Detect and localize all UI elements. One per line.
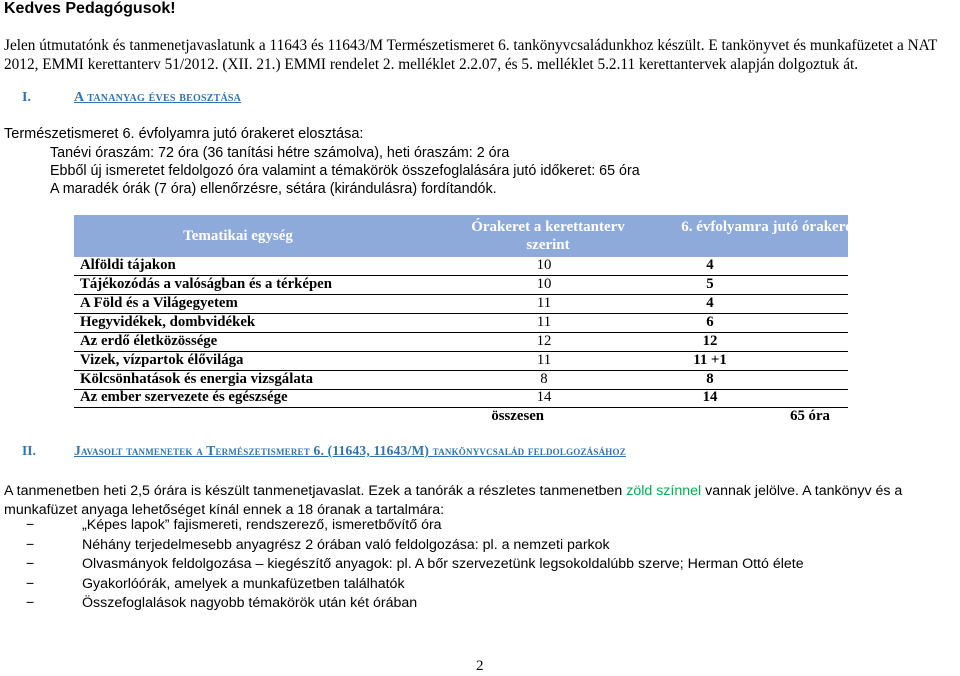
table-row (74, 256, 848, 276)
row-ker-hours: 11 (536, 295, 552, 311)
table-header (74, 215, 857, 257)
tanmenet-paragraph (4, 482, 954, 520)
table-row (74, 313, 848, 333)
list-item-text: „Képes lapok” fajismereti, rendszerező, ismeretbővítő óra (82, 517, 442, 533)
row-ev-hours: 8 (706, 371, 714, 387)
row-ev-hours: 11 +1 (693, 352, 727, 368)
row-ker-hours: 8 (540, 371, 548, 387)
dash-bullet: − (26, 556, 35, 572)
row-topic: Az ember szervezete és egészsége (80, 389, 288, 405)
dash-bullet: − (26, 517, 35, 533)
list-item (4, 594, 804, 614)
distribution-line: Tanévi óraszám: 72 óra (36 tanítási hétre számolva), heti óraszám: 2 óra (50, 145, 510, 161)
row-topic: Tájékozódás a valóságban és a térképen (80, 276, 332, 292)
row-topic: A Föld és a Világegyetem (80, 295, 238, 311)
greeting-heading: Kedves Pedagógusok! (4, 0, 176, 17)
row-ev-hours: 4 (706, 295, 714, 311)
row-ev-hours: 5 (706, 276, 714, 292)
list-item-text: Olvasmányok feldolgozása – kiegészítő anyagok: pl. A bőr szervezetünk legsokoldalúbb szerve; Herman Ottó élete (82, 556, 804, 572)
list-item-text: Néhány terjedelmesebb anyagrész 2 órában való feldolgozása: pl. a nemzeti parkok (82, 536, 610, 553)
row-topic: Alföldi tájakon (80, 257, 176, 273)
total-value: 65 óra (790, 408, 830, 424)
row-ker-hours: 10 (536, 276, 552, 292)
distribution-line: Ebből új ismeretet feldolgozó óra valamint a témakörök összefoglalására jutó időkeret: 65 óra (50, 163, 640, 179)
green-highlight-text: zöld színnel (626, 483, 702, 499)
section-1-number: I. (22, 90, 31, 105)
dash-bullet: − (26, 536, 35, 553)
section-1-title: A tananyag éves beosztása (74, 90, 242, 105)
row-topic: Kölcsönhatások és energia vizsgálata (80, 371, 314, 387)
table-total-row (74, 407, 848, 426)
list-item (4, 555, 804, 575)
row-ev-hours: 4 (706, 257, 714, 273)
intro-paragraph: Jelen útmutatónk és tanmenetjavaslatunk a 11643 és 11643/M Természetismeret 6. tankönyvcsaládunkhoz készült. E tankönyvet és munkafüzetet a NAT 2012, EMMI kerettanterv 51/2012. (XII. 21.) EMMI rendelet 2. melléklet 2.2.07, és 5. melléklet 5.2.11 kerettantervek alapján dolgoztuk át. (4, 37, 938, 73)
row-ev-hours: 6 (706, 314, 714, 330)
table-row (74, 275, 848, 295)
page-number: 2 (476, 658, 484, 674)
list-item (4, 516, 804, 536)
section-1-heading (22, 90, 241, 106)
list-item (4, 575, 804, 595)
row-topic: Az erdő életközössége (80, 333, 218, 349)
table-row (74, 351, 848, 371)
paragraph-text-after: vannak jelölve. A tankönyv és a munkafüzet anyaga lehetőséget kínál ennek a 18 óranak a tartalmára: (4, 483, 903, 518)
header-kerettanterv: Órakeret a kerettanterv szerint (471, 219, 625, 253)
row-ker-hours: 12 (536, 333, 552, 349)
row-ker-hours: 11 (536, 314, 552, 330)
table-row (74, 388, 848, 408)
dash-bullet: − (26, 595, 35, 611)
section-2-number: II. (22, 443, 36, 458)
distribution-line: A maradék órák (7 óra) ellenőrzésre, sétára (kirándulásra) fordítandók. (50, 181, 497, 197)
section-2-heading (22, 443, 626, 459)
row-ker-hours: 10 (536, 257, 552, 273)
row-ev-hours: 12 (702, 333, 718, 349)
row-ev-hours: 14 (702, 389, 718, 405)
row-topic: Hegyvidékek, dombvidékek (80, 314, 256, 330)
header-evfolyam: 6. évfolyamra jutó órakeret (681, 219, 857, 235)
distribution-lines (50, 144, 640, 198)
header-topic: Tematikai egység (183, 228, 293, 244)
dash-bullet: − (26, 575, 35, 592)
distribution-title: Természetismeret 6. évfolyamra jutó órakeret elosztása: (4, 126, 364, 142)
row-ker-hours: 14 (536, 389, 552, 405)
table-row (74, 332, 848, 352)
list-item-text: Összefoglalások nagyobb témakörök után két órában (82, 595, 418, 611)
table-row (74, 370, 848, 390)
row-topic: Vizek, vízpartok élővilága (80, 352, 244, 368)
table-row (74, 294, 848, 314)
list-item (4, 536, 804, 556)
row-ker-hours: 11 (536, 352, 552, 368)
content-list (4, 516, 804, 614)
total-label: összesen (491, 408, 544, 424)
paragraph-text-before: A tanmenetben heti 2,5 órára is készült tanmenetjavaslat. Ezek a tanórák a részletes tanmenetben (4, 483, 627, 499)
list-item-text: Gyakorlóórák, amelyek a munkafüzetben találhatók (82, 575, 405, 592)
section-2-title: Javasolt tanmenetek a Természetismeret 6. (11643, 11643/M) tankönyvcsalád feldolgozásához (74, 443, 626, 458)
